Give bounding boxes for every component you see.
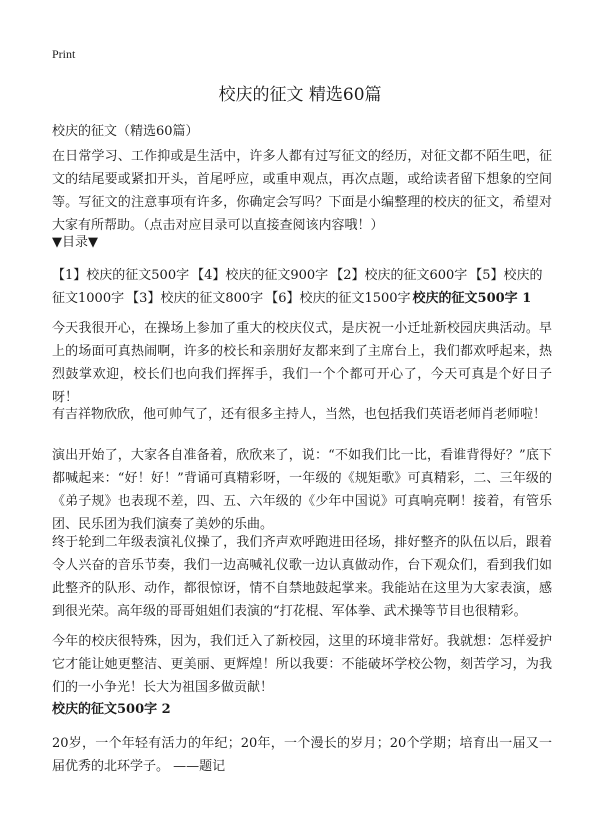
print-link[interactable]: Print [52,47,76,61]
toc-link-3[interactable]: 【3】校庆的征文800字 [126,291,264,306]
page-title: 校庆的征文 精选60篇 [218,85,382,105]
section2-paragraph-1: 20岁，一个年轻有活力的年纪；20年，一个漫长的岁月；20个学期；培育出一届又一届优秀的北环学子。 ——题记 [52,736,552,774]
section1-paragraph-1: 今天我很开心，在操场上参加了重大的校庆仪式，是庆祝一小迁址新校园庆典活动。早上的场面可真热闹啊，许多的校长和亲朋好友都来到了主席台上，我们都欢呼起来，热烈鼓掌欢迎，校长们也向我们挥挥手，我们一个个都可开心了，今天可真是个好日子呀！ [52,321,552,405]
section1-paragraph-5: 今年的校庆很特殊，因为，我们迁入了新校园，这里的环境非常好。我就想：怎样爱护它才能让她更整洁、更美丽、更辉煌！所以我要：不能破坏学校公物，刻苦学习，为我们的一小争光！长大为祖国多做贡献！ [52,634,552,695]
toc-link-5[interactable]: 【5】校庆的征文1000字 [52,268,543,306]
intro-paragraph: 在日常学习、工作抑或是生活中，许多人都有过写征文的经历，对征文都不陌生吧，征文的结尾要或紧扣开头，首尾呼应，或重申观点，再次点题，或给读者留下想象的空间等。写征文的注意事项有许多，你确定会写吗？下面是小编整理的校庆的征文，希望对大家有所帮助。（点击对应目录可以直接查阅该内容哦！） [52,149,552,233]
section2-heading: 校庆的征文500字 2 [52,702,171,717]
section1-paragraph-4: 终于轮到二年级表演礼仪操了，我们齐声欢呼跑进田径场，排好整齐的队伍以后，跟着令人兴奋的音乐节奏，我们一边高喊礼仪歌一边认真做动作，台下观众们，看到我们如此整齐的队形、动作，都很惊讶，情不自禁地鼓起掌来。我能站在这里为大家表演，感到很光荣。高年级的哥哥姐姐们表演的“打花棍、军体拳、武术操等节目也很精彩。 [52,535,552,619]
section1-paragraph-3: 演出开始了，大家各自准备着，欣欣来了，说：“不如我们比一比，看谁背得好？”底下都喊起来：“好！好！”背诵可真精彩呀，一年级的《规矩歌》可真精彩，二、三年级的《弟子规》也表现不差，四、五、六年级的《少年中国说》可真响亮啊！接着，有管乐团、民乐团为我们演奏了美妙的乐曲。 [52,448,552,532]
toc-link-6[interactable]: 【6】校庆的征文1500字 [265,291,411,306]
table-of-contents [52,264,552,310]
section1-heading-inline: 校庆的征文500字 1 [412,291,532,306]
toc-title: ▼目录▼ [52,235,98,250]
toc-link-1[interactable]: 【1】校庆的征文500字 [52,268,190,283]
document-subtitle: 校庆的征文（精选60篇） [52,124,199,139]
toc-link-4[interactable]: 【4】校庆的征文900字 [191,268,329,283]
toc-link-2[interactable]: 【2】校庆的征文600字 [330,268,468,283]
section1-paragraph-2: 有吉祥物欣欣，他可帅气了，还有很多主持人，当然，也包括我们英语老师肖老师啦！ [52,407,547,422]
